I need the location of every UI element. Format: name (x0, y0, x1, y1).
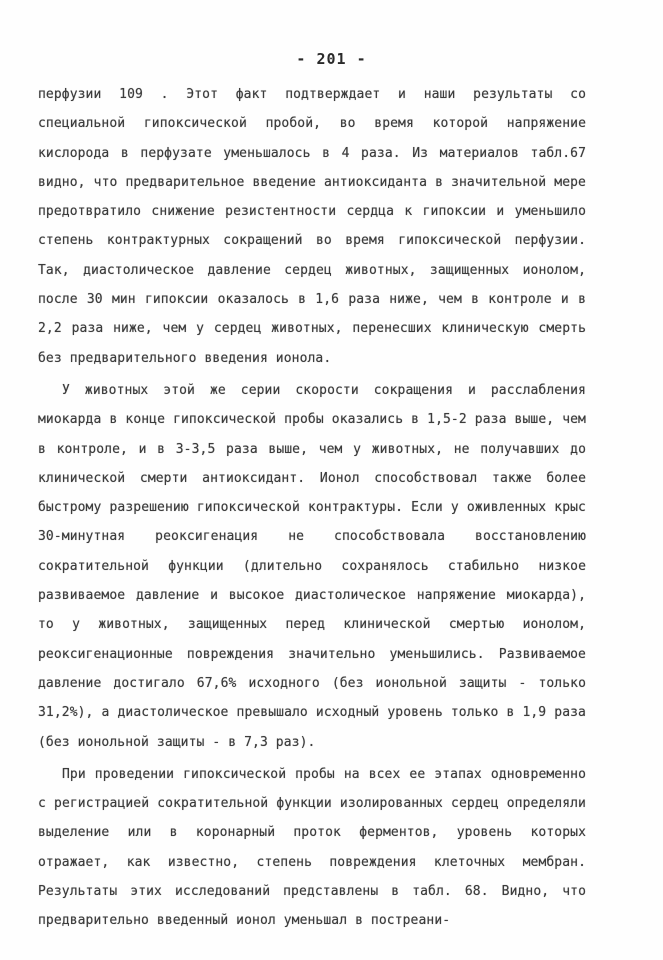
paragraph-1: перфузии 109 . Этот факт подтверждает и наши результаты со специальной гипоксической пробой, во время которой напряжение кислорода в перфузате уменьшалось в 4 раза. Из материалов табл.67 видно, что предварительное введение антиоксиданта в значительной мере предотвратило снижение резистентности сердца к гипоксии и уменьшило степень контрактурных сокращений во время гипоксической перфузии. Так, диастолическое давление сердец животных, защищенных ионолом, после 30 мин гипоксии оказалось в 1,6 раза ниже, чем в контроле и в 2,2 раза ниже, чем у сердец животных, перенесших клиническую смерть без предварительного введения ионола. (38, 87, 586, 366)
document-body (38, 80, 586, 936)
page-number: - 201 - (296, 50, 367, 68)
paragraph-2: У животных этой же серии скорости сокращения и расслабления миокарда в конце гипоксической пробы оказались в 1,5-2 раза выше, чем в контроле, и в 3-3,5 раза выше, чем у животных, не получавших до клинической смерти антиоксидант. Ионол способствовал также более быстрому разрешению гипоксической контрактуры. Если у оживленных крыс 30-минутная реоксигенация не способствовала восстановлению сократительной функции (длительно сохранялось стабильно низкое развиваемое давление и высокое диастолическое напряжение миокарда), то у животных, защищенных перед клинической смертью ионолом, реоксигенационные повреждения значительно уменьшились. Развиваемое давление достигало 67,6% исходного (без ионольной защиты - только 31,2%), а диастолическое превышало исходный уровень только в 1,9 раза (без ионольной защиты - в 7,3 раз). (38, 382, 586, 750)
paragraph-3: При проведении гипоксической пробы на всех ее этапах одновременно с регистрацией сократительной функции изолированных сердец определяли выделение или в коронарный проток ферментов, уровень которых отражает, как известно, степень повреждения клеточных мембран. Результаты этих исследований представлены в табл. 68. Видно, что предварительно введенный ионол уменьшал в постреани- (38, 766, 586, 929)
